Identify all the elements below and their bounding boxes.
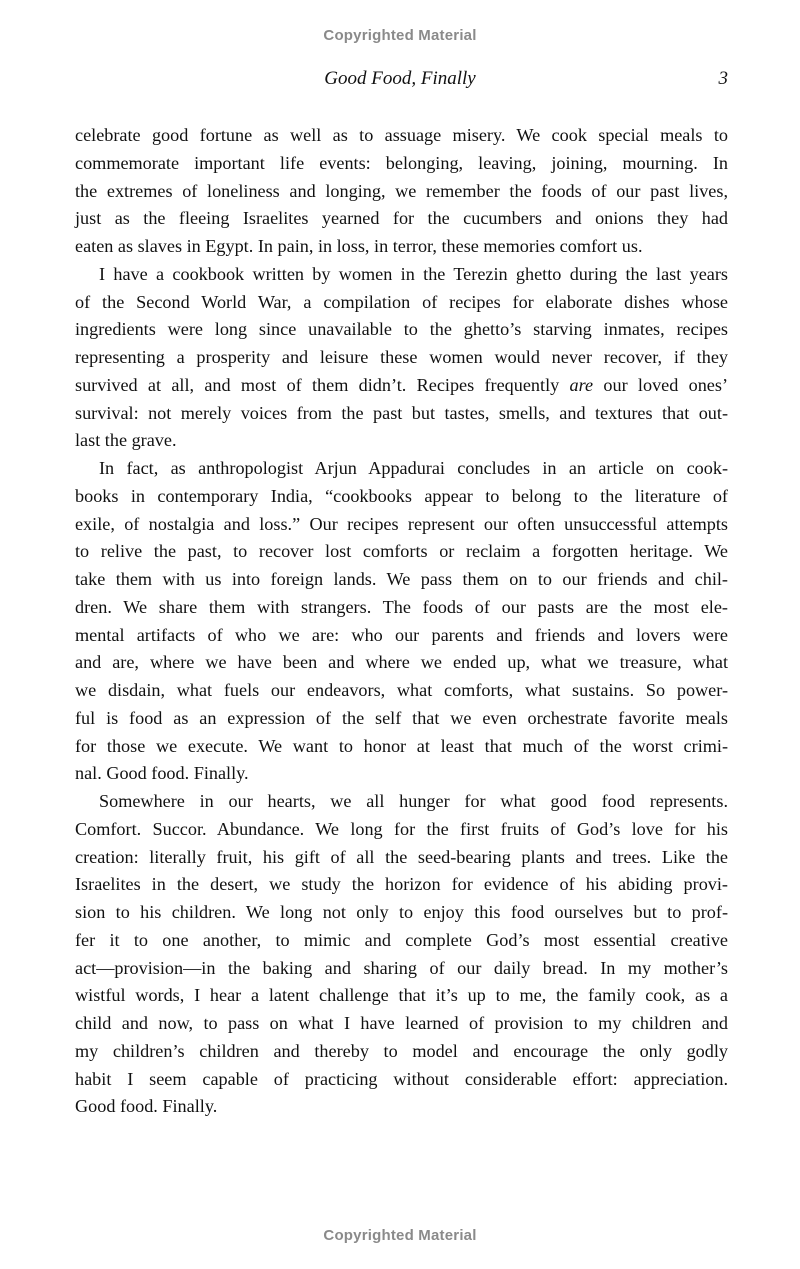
text-line: Somewhere in our hearts, we all hunger for what good food represents. (99, 791, 728, 811)
text-line: Comfort. Succor. Abundance. We long for the first fruits of God’s love for his (75, 818, 728, 839)
text-line: survival: not merely voices from the past but tastes, smells, and textures that out- (75, 402, 728, 423)
text-line: Good food. Finally. (75, 1096, 218, 1117)
emphasized-word: are (569, 374, 594, 395)
text-line: we disdain, what fuels our endeavors, what comforts, what sustains. So power- (75, 680, 728, 700)
text-line: mental artifacts of who we are: who our parents and friends and lovers were (75, 624, 728, 645)
text-line: In fact, as anthropologist Arjun Appadurai concludes in an article on cook- (99, 458, 728, 478)
text-line: fer it to one another, to mimic and complete God’s most essential creative (75, 929, 728, 950)
text-line: celebrate good fortune as well as to assuage misery. We cook special meals to (75, 125, 728, 145)
text-run: survived at all, and most of them didn’t. Recipes frequently (75, 374, 570, 395)
text-line: eaten as slaves in Egypt. In pain, in loss, in terror, these memories comfort us. (75, 236, 643, 256)
text-line: act—provision—in the baking and sharing of our daily bread. In my mother’s (75, 957, 728, 978)
text-line: wistful words, I hear a latent challenge that it’s up to me, the family cook, as a (75, 985, 728, 1006)
text-line: books in contemporary India, “cookbooks appear to belong to the literature of (75, 485, 728, 506)
copyright-watermark-bottom: Copyrighted Material (323, 1227, 477, 1244)
running-head (0, 68, 800, 96)
text-line: just as the fleeing Israelites yearned for the cucumbers and onions they had (75, 208, 728, 229)
text-line: sion to his children. We long not only to enjoy this food ourselves but to prof- (75, 902, 728, 922)
text-line: last the grave. (75, 430, 177, 451)
text-line: for those we execute. We want to honor at least that much of the worst crimi- (75, 735, 728, 756)
text-line: nal. Good food. Finally. (75, 763, 249, 784)
text-line: of the Second World War, a compilation of recipes for elaborate dishes whose (75, 291, 728, 312)
text-line: ful is food as an expression of the self that we even orchestrate favorite meals (75, 707, 728, 728)
paragraph (75, 455, 728, 788)
text-line: dren. We share them with strangers. The foods of our pasts are the most ele- (75, 596, 728, 617)
copyright-watermark-top: Copyrighted Material (323, 27, 477, 44)
paragraph (75, 122, 728, 261)
text-run: our loved ones’ (593, 374, 729, 395)
text-line: I have a cookbook written by women in the Terezin ghetto during the last years (99, 263, 728, 284)
text-line: my children’s children and thereby to model and encourage the only godly (75, 1040, 728, 1061)
text-line: ingredients were long since unavailable to the ghetto’s starving inmates, recipes (75, 319, 728, 340)
text-line: Israelites in the desert, we study the horizon for evidence of his abiding provi- (75, 874, 728, 895)
text-line: and are, where we have been and where we ended up, what we treasure, what (75, 652, 728, 673)
text-line (75, 372, 728, 400)
text-line: representing a prosperity and leisure these women would never recover, if they (75, 347, 728, 367)
text-line: child and now, to pass on what I have learned of provision to my children and (75, 1013, 728, 1033)
paragraph (75, 788, 728, 1121)
text-line: the extremes of loneliness and longing, we remember the foods of our past lives, (75, 180, 728, 201)
page-number: 3 (718, 68, 728, 89)
text-line: take them with us into foreign lands. We pass them on to our friends and chil- (75, 569, 728, 589)
paragraph (75, 261, 728, 455)
text-line: commemorate important life events: belonging, leaving, joining, mourning. In (75, 152, 728, 173)
text-line: habit I seem capable of practicing without considerable effort: appreciation. (75, 1068, 728, 1089)
body-text (75, 122, 728, 1121)
text-line: exile, of nostalgia and loss.” Our recipes represent our often unsuccessful attempts (75, 513, 728, 534)
text-line: creation: literally fruit, his gift of all the seed-bearing plants and trees. Like the (75, 846, 728, 867)
running-title: Good Food, Finally (324, 68, 476, 89)
text-line: to relive the past, to recover lost comforts or reclaim a forgotten heritage. We (75, 541, 728, 562)
